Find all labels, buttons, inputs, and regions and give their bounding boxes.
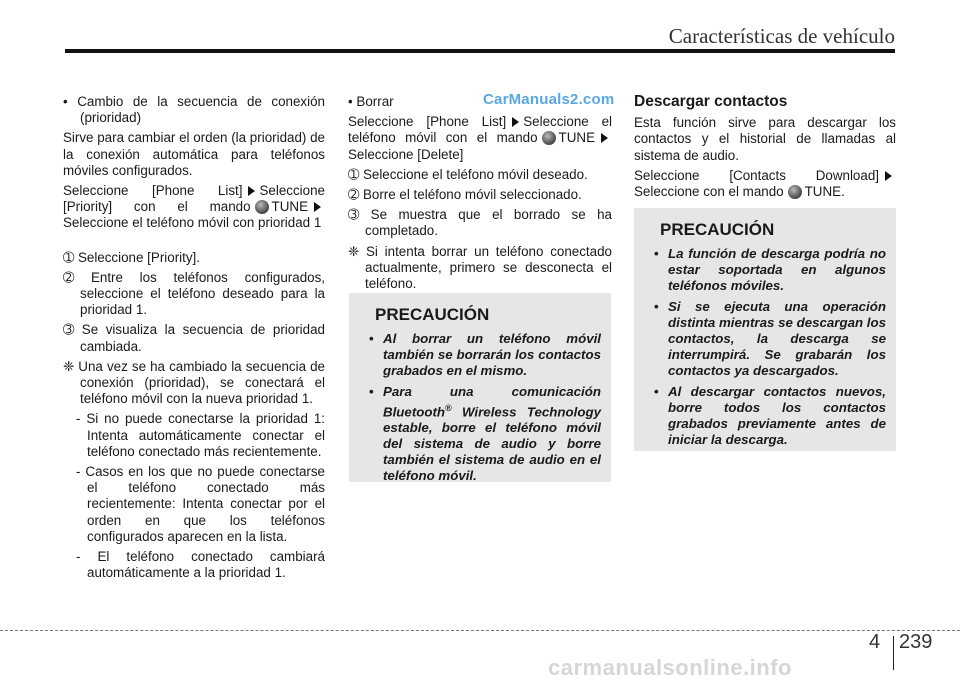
- priority-step-1: ➀ Seleccione [Priority].: [63, 249, 200, 265]
- priority-step-3: ➂ Se visualiza la secuencia de prioridad cambiada.: [63, 322, 325, 354]
- tune-knob-icon: [788, 185, 802, 199]
- watermark-link[interactable]: CarManuals2.com: [483, 91, 615, 108]
- delete-step-3: ➂ Se muestra que el borrado se ha completado.: [348, 207, 612, 239]
- arrow-right-icon: [248, 186, 255, 196]
- page-number: 239: [899, 631, 933, 653]
- priority-intro: Sirve para cambiar el orden (la prioridad) de la conexión automática para teléfonos móviles configurados.: [63, 130, 325, 178]
- caution-box-delete: [349, 293, 611, 482]
- chapter-number: 4: [869, 631, 881, 653]
- priority-subnote-1: - Si no puede conectarse la prioridad 1: Intenta automáticamente conectar el teléfono conectado más recientemente.: [76, 411, 325, 459]
- caution-list: [361, 331, 601, 484]
- arrow-right-icon: [512, 117, 519, 127]
- delete-step-1: ➀ Seleccione el teléfono móvil deseado.: [348, 166, 588, 182]
- page-header-title: Características de vehículo: [668, 24, 895, 48]
- arrow-right-icon: [885, 171, 892, 181]
- caution-item: • Al borrar un teléfono móvil también se borrarán los contactos grabados en el mismo.: [361, 331, 601, 379]
- section-title-priority: • Cambio de la secuencia de conexión (prioridad): [63, 94, 325, 126]
- caution-box-download: [634, 208, 896, 451]
- column-delete: [348, 94, 612, 296]
- priority-instruction: Seleccione [Phone List] Seleccione [Priority] con el mando TUNESeleccione el teléfono móvil con prioridad 1: [63, 183, 325, 231]
- site-watermark: carmanualsonline.info: [548, 655, 792, 680]
- priority-subnote-2: - Casos en los que no puede conectarse el teléfono conectado más recientemente: Intenta conectar por el orden en que los teléfonos configurados aparecen en la lista.: [76, 464, 325, 544]
- footer-divider: [0, 630, 960, 631]
- arrow-right-icon: [601, 133, 608, 143]
- arrow-right-icon: [314, 202, 321, 212]
- header-rule: [65, 49, 895, 53]
- caution-item: • Al descargar contactos nuevos, borre todos los contactos grabados previamente antes de iniciar la descarga.: [646, 384, 886, 448]
- section-title-delete: • Borrar: [348, 94, 394, 109]
- page-number-separator: [893, 636, 894, 670]
- caution-list: [646, 246, 886, 448]
- priority-subnote-3: - El teléfono conectado cambiará automáticamente a la prioridad 1.: [76, 549, 325, 581]
- delete-instruction: Seleccione [Phone List] Seleccione el teléfono móvil con el mando TUNESeleccione [Delete]: [348, 114, 612, 162]
- delete-step-2: ➁ Borre el teléfono móvil seleccionado.: [348, 187, 582, 203]
- caution-item: • Para una comunicación Bluetooth® Wireless Technology estable, borre el teléfono móvil del sistema de audio y borre también el sistema de audio en el teléfono móvil.: [361, 384, 601, 484]
- priority-note: ❈ Una vez se ha cambiado la secuencia de conexión (prioridad), se conectará el teléfono móvil con la nueva prioridad 1.: [63, 358, 325, 407]
- download-intro: Esta función sirve para descargar los contactos y el historial de llamadas al sistema de audio.: [634, 115, 896, 163]
- tune-knob-icon: [255, 200, 269, 214]
- delete-note: ❈ Si intenta borrar un teléfono conectado actualmente, primero se desconecta el teléfono.: [348, 243, 612, 292]
- priority-step-2: ➁ Entre los teléfonos configurados, seleccione el teléfono deseado para la prioridad 1.: [63, 269, 325, 318]
- caution-title: PRECAUCIÓN: [361, 305, 601, 325]
- spacer: [63, 236, 325, 250]
- column-priority: [63, 94, 325, 585]
- caution-title: PRECAUCIÓN: [646, 220, 886, 240]
- column-download: [634, 94, 896, 204]
- caution-item: • Si se ejecuta una operación distinta mientras se descargan los contactos, la descarga se interrumpirá. Se grabarán los contactos ya descargados.: [646, 299, 886, 379]
- download-heading: Descargar contactos: [634, 93, 788, 110]
- tune-knob-icon: [542, 131, 556, 145]
- caution-item: • La función de descarga podría no estar soportada en algunos teléfonos móviles.: [646, 246, 886, 294]
- download-instruction: Seleccione [Contacts Download]Seleccione con el mando TUNE.: [634, 168, 896, 200]
